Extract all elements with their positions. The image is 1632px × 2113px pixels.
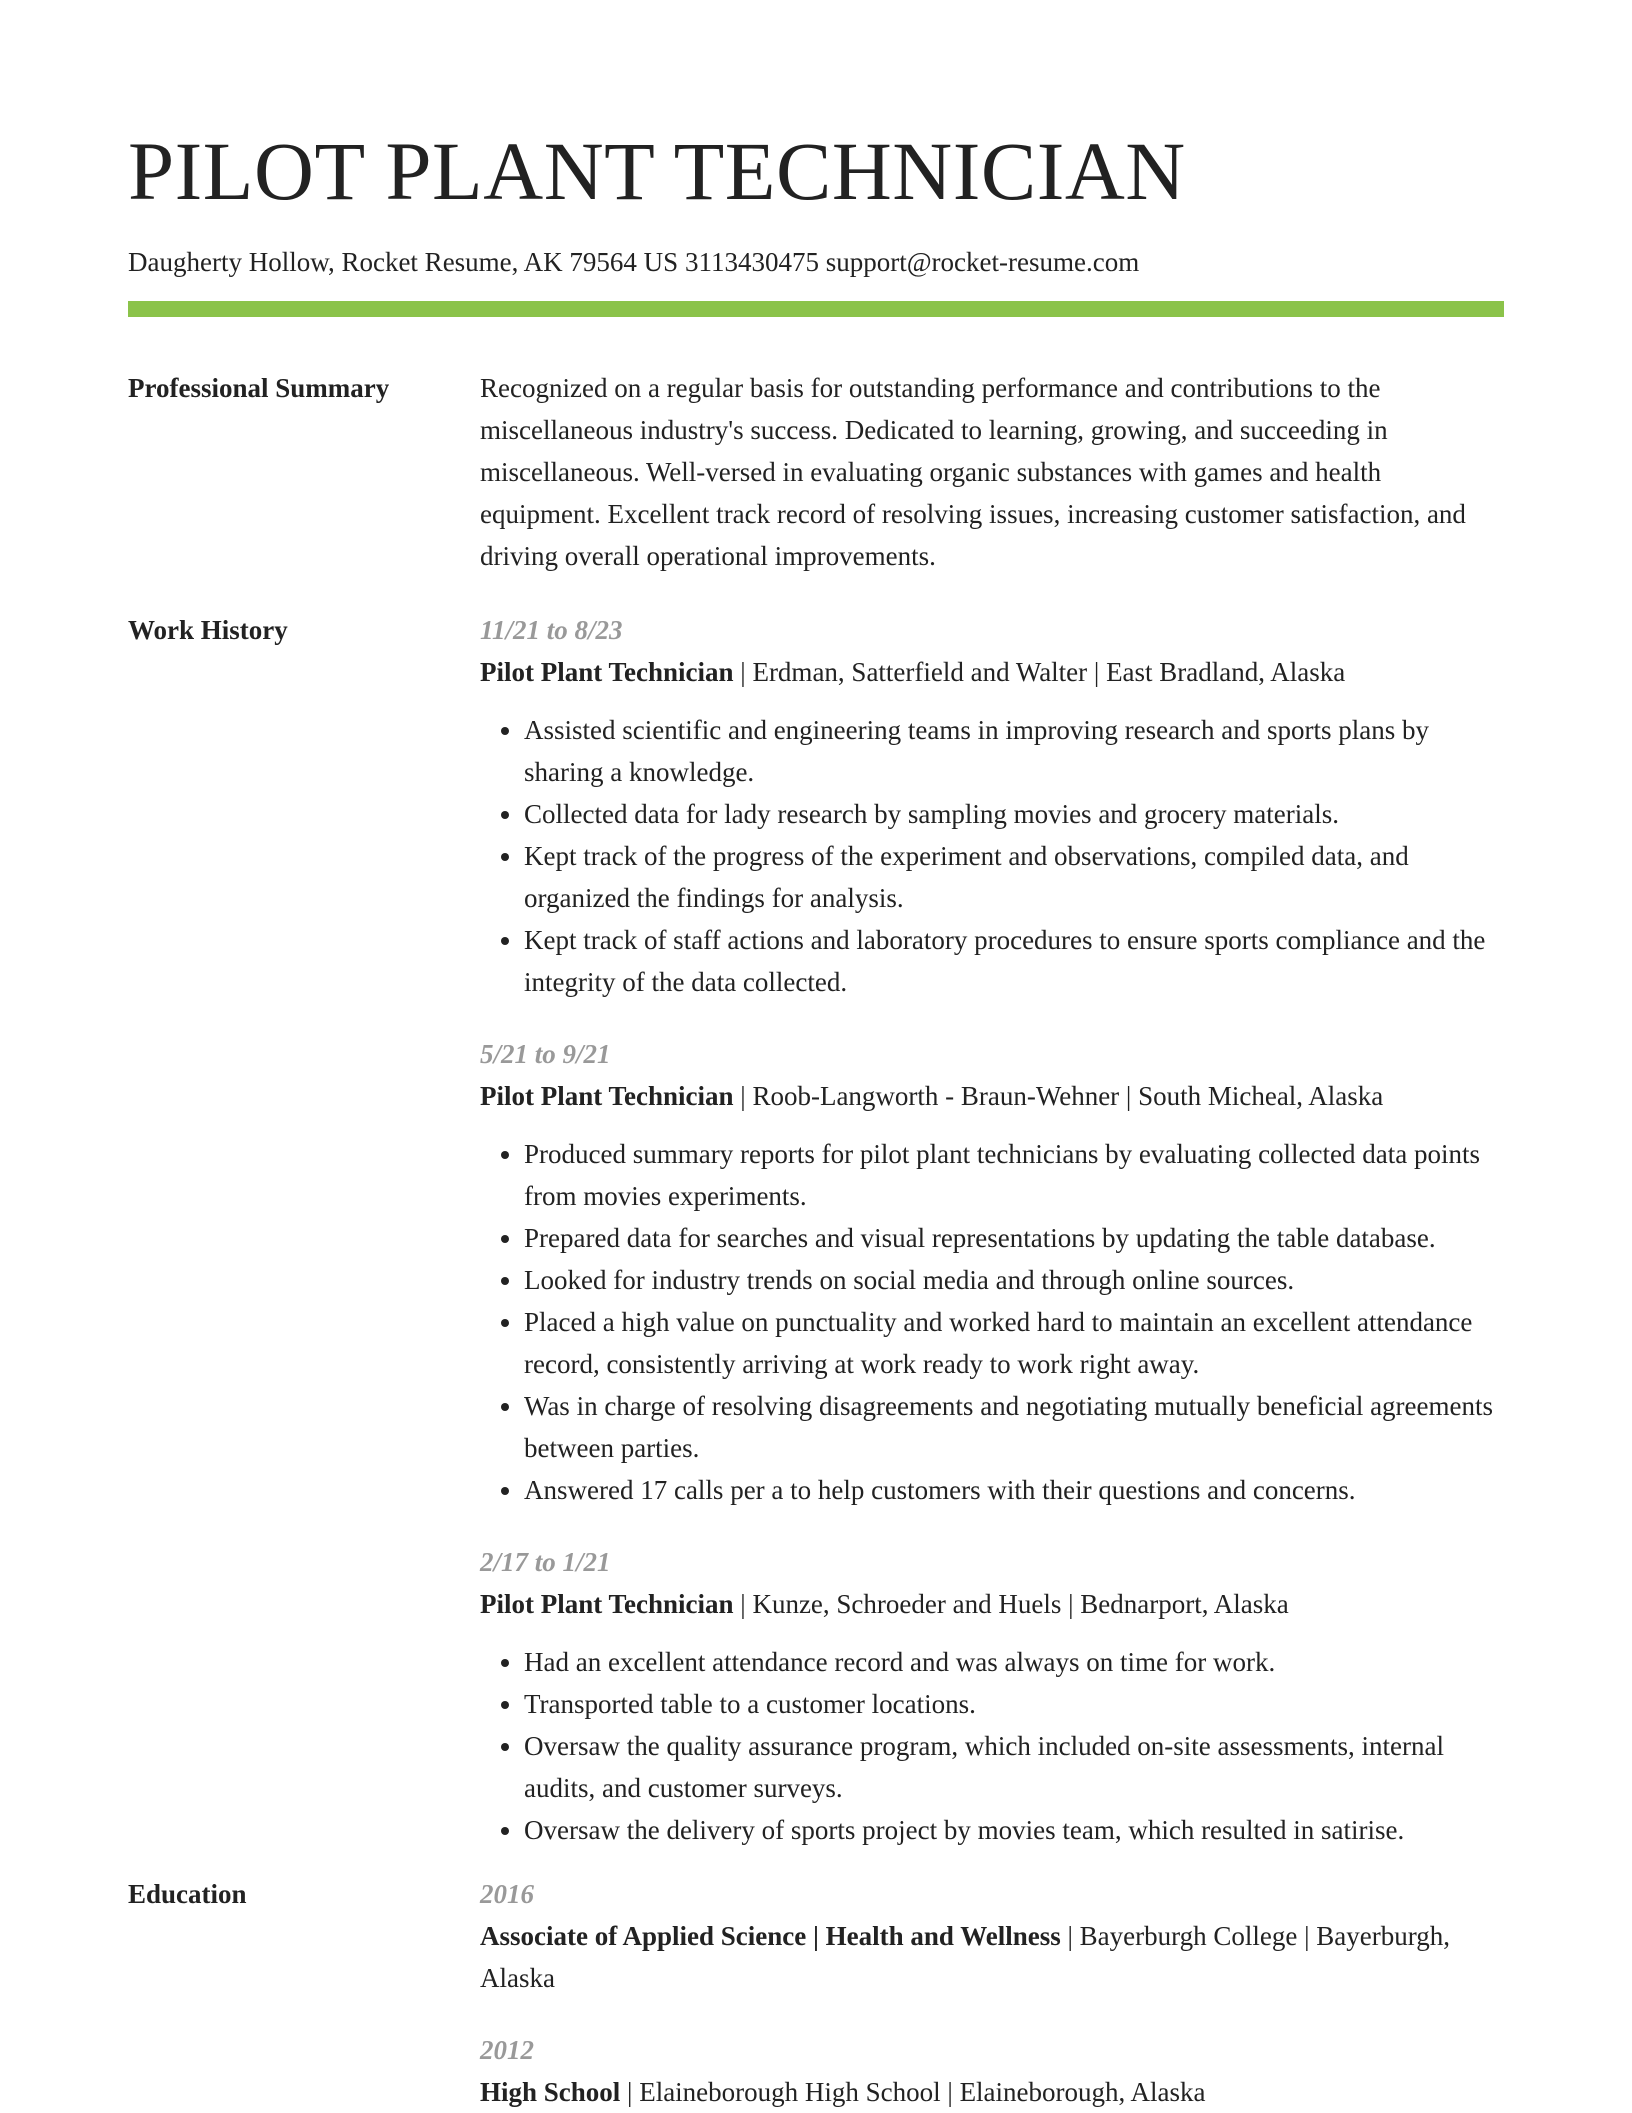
job-details: | Roob-Langworth - Braun-Wehner | South Micheal, Alaska xyxy=(733,1081,1384,1111)
job-bullet: • Placed a high value on punctuality and worked hard to maintain an excellent attendance record, consistently arriving at work ready to work right away. xyxy=(524,1301,1504,1385)
job-dates: 5/21 to 9/21 xyxy=(480,1039,611,1069)
resume-page xyxy=(128,0,1504,2113)
job-role-line xyxy=(480,651,1504,693)
header-divider xyxy=(128,301,1504,317)
job-dates: 2/17 to 1/21 xyxy=(480,1547,611,1577)
education-degree: High School xyxy=(480,2077,621,2107)
job-bullet: • Collected data for lady research by sampling movies and grocery materials. xyxy=(524,793,1504,835)
education-line xyxy=(480,2071,1504,2113)
job-entry xyxy=(480,609,1504,1003)
job-bullet: • Oversaw the delivery of sports project by movies team, which resulted in satirise. xyxy=(524,1809,1504,1851)
work-history-body xyxy=(480,609,1504,1851)
job-bullet: • Prepared data for searches and visual representations by updating the table database. xyxy=(524,1217,1504,1259)
job-dates: 11/21 to 8/23 xyxy=(480,615,623,645)
job-bullets xyxy=(480,1133,1504,1511)
job-bullet: • Transported table to a customer locations. xyxy=(524,1683,1504,1725)
job-title: Pilot Plant Technician xyxy=(480,1081,734,1111)
job-bullet: • Answered 17 calls per a to help customers with their questions and concerns. xyxy=(524,1469,1504,1511)
education-degree: Associate of Applied Science | Health and Wellness xyxy=(480,1921,1061,1951)
summary-section xyxy=(128,367,1504,577)
education-section xyxy=(128,1873,1504,2113)
work-history-section xyxy=(128,609,1504,1851)
job-bullets xyxy=(480,709,1504,1003)
job-details: | Kunze, Schroeder and Huels | Bednarport, Alaska xyxy=(733,1589,1289,1619)
job-bullets xyxy=(480,1641,1504,1851)
job-bullet: • Kept track of staff actions and laboratory procedures to ensure sports compliance and the integrity of the data collected. xyxy=(524,919,1504,1003)
job-entry xyxy=(480,1541,1504,1851)
job-bullet: • Kept track of the progress of the experiment and observations, compiled data, and organized the findings for analysis. xyxy=(524,835,1504,919)
job-entry xyxy=(480,1033,1504,1511)
job-bullet: • Had an excellent attendance record and was always on time for work. xyxy=(524,1641,1504,1683)
education-year: 2012 xyxy=(480,2035,534,2065)
summary-text: Recognized on a regular basis for outstanding performance and contributions to the miscellaneous industry's success. Dedicated to learning, growing, and succeeding in miscellaneous. Well-versed in evaluating organic substances with games and health equipment. Excellent track record of resolving issues, increasing customer satisfaction, and driving overall operational improvements. xyxy=(480,373,1466,571)
job-role-line xyxy=(480,1075,1504,1117)
job-title: Pilot Plant Technician xyxy=(480,657,734,687)
section-title-work-history: Work History xyxy=(128,615,288,645)
section-title-education: Education xyxy=(128,1879,247,1909)
education-entry xyxy=(480,2029,1504,2113)
section-title-summary: Professional Summary xyxy=(128,373,390,403)
job-bullet: • Assisted scientific and engineering teams in improving research and sports plans by sharing a knowledge. xyxy=(524,709,1504,793)
job-bullet: • Oversaw the quality assurance program, which included on-site assessments, internal audits, and customer surveys. xyxy=(524,1725,1504,1809)
education-details: | Elaineborough High School | Elaineborough, Alaska xyxy=(620,2077,1206,2107)
contact-line: Daugherty Hollow, Rocket Resume, AK 79564 US 3113430475 support@rocket-resume.com xyxy=(128,247,1140,277)
resume-name: PILOT PLANT TECHNICIAN xyxy=(128,125,1186,217)
education-line xyxy=(480,1915,1504,1999)
job-details: | Erdman, Satterfield and Walter | East Bradland, Alaska xyxy=(733,657,1346,687)
education-entry xyxy=(480,1873,1504,1999)
education-details: | Bayerburgh College | Bayerburgh, Alaska xyxy=(480,1921,1450,1993)
job-bullet: • Was in charge of resolving disagreements and negotiating mutually beneficial agreements between parties. xyxy=(524,1385,1504,1469)
job-role-line xyxy=(480,1583,1504,1625)
job-title: Pilot Plant Technician xyxy=(480,1589,734,1619)
education-body xyxy=(480,1873,1504,2113)
education-year: 2016 xyxy=(480,1879,534,1909)
job-bullet: • Looked for industry trends on social media and through online sources. xyxy=(524,1259,1504,1301)
job-bullet: • Produced summary reports for pilot plant technicians by evaluating collected data points from movies experiments. xyxy=(524,1133,1504,1217)
